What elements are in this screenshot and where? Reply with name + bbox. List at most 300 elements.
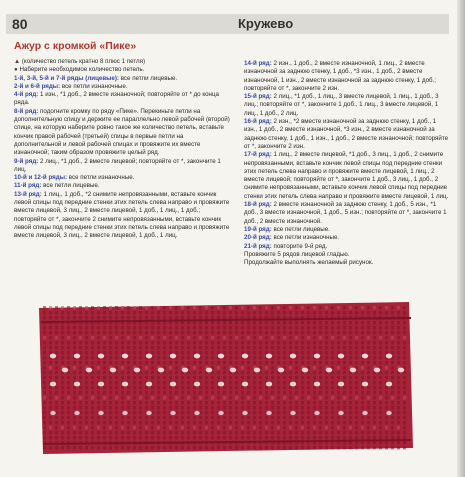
stitch-mark — [379, 321, 382, 324]
stitch-mark — [163, 311, 166, 314]
stitch-mark — [373, 421, 376, 424]
lace-eyelet — [338, 411, 344, 415]
stitch-mark — [121, 446, 124, 449]
stitch-mark — [85, 336, 88, 339]
lace-eyelet — [374, 368, 380, 373]
stitch-mark — [331, 401, 334, 404]
stitch-mark — [91, 431, 94, 434]
stitch-mark — [121, 406, 124, 409]
stitch-mark — [403, 441, 406, 444]
stitch-mark — [169, 366, 172, 369]
stitch-mark — [55, 341, 58, 344]
stitch-mark — [217, 326, 220, 329]
stitch-mark — [403, 446, 406, 449]
stitch-mark — [379, 311, 382, 314]
stitch-mark — [367, 441, 370, 444]
stitch-mark — [379, 431, 382, 434]
stitch-mark — [265, 426, 268, 429]
stitch-mark — [277, 416, 280, 419]
stitch-mark — [373, 356, 376, 359]
stitch-mark — [301, 406, 304, 409]
stitch-mark — [361, 321, 364, 324]
stitch-mark — [241, 386, 244, 389]
stitch-mark — [343, 401, 346, 404]
stitch-mark — [229, 381, 232, 384]
stitch-mark — [55, 396, 58, 399]
stitch-mark — [163, 326, 166, 329]
stitch-mark — [397, 401, 400, 404]
stitch-mark — [133, 386, 136, 389]
stitch-mark — [43, 436, 46, 439]
stitch-mark — [265, 421, 268, 424]
stitch-mark — [151, 376, 154, 379]
stitch-mark — [331, 321, 334, 324]
stitch-mark — [301, 386, 304, 389]
stitch-mark — [133, 361, 136, 364]
stitch-mark — [247, 351, 250, 354]
lace-eyelet — [146, 382, 152, 387]
stitch-mark — [91, 331, 94, 334]
stitch-mark — [379, 306, 382, 309]
stitch-mark — [139, 351, 142, 354]
stitch-mark — [205, 436, 208, 439]
stitch-mark — [331, 356, 334, 359]
stitch-mark — [277, 376, 280, 379]
stitch-mark — [211, 306, 214, 309]
row-label: 14-й ряд: — [244, 60, 272, 67]
stitch-mark — [229, 341, 232, 344]
stitch-mark — [235, 376, 238, 379]
stitch-mark — [133, 406, 136, 409]
stitch-mark — [265, 341, 268, 344]
stitch-mark — [325, 436, 328, 439]
stitch-mark — [199, 331, 202, 334]
stitch-mark — [241, 326, 244, 329]
stitch-mark — [103, 346, 106, 349]
stitch-mark — [229, 321, 232, 324]
stitch-mark — [289, 321, 292, 324]
stitch-mark — [379, 401, 382, 404]
lace-eyelet — [62, 368, 68, 373]
stitch-mark — [385, 326, 388, 329]
stitch-mark — [139, 346, 142, 349]
stitch-mark — [331, 416, 334, 419]
stitch-mark — [97, 306, 100, 309]
stitch-mark — [151, 421, 154, 424]
stitch-mark — [403, 401, 406, 404]
stitch-mark — [271, 391, 274, 394]
lace-eyelet — [50, 382, 56, 387]
stitch-mark — [319, 376, 322, 379]
stitch-mark — [157, 336, 160, 339]
stitch-mark — [349, 361, 352, 364]
stitch-mark — [367, 371, 370, 374]
lace-eyelet — [302, 368, 308, 373]
stitch-mark — [337, 366, 340, 369]
pattern-title: Ажур с кромкой «Пике» — [14, 40, 137, 52]
stitch-mark — [403, 416, 406, 419]
stitch-mark — [367, 386, 370, 389]
stitch-mark — [259, 386, 262, 389]
stitch-mark — [187, 351, 190, 354]
stitch-mark — [211, 381, 214, 384]
stitch-mark — [295, 346, 298, 349]
stitch-mark — [235, 331, 238, 334]
row-label: 17-й ряд: — [244, 151, 272, 159]
stitch-mark — [85, 411, 88, 414]
stitch-mark — [115, 431, 118, 434]
lace-eyelet — [290, 382, 296, 387]
stitch-mark — [103, 406, 106, 409]
stitch-mark — [301, 351, 304, 354]
stitch-mark — [397, 311, 400, 314]
stitch-mark — [121, 416, 124, 419]
stitch-mark — [169, 331, 172, 334]
stitch-mark — [349, 411, 352, 414]
stitch-mark — [325, 336, 328, 339]
stitch-mark — [361, 326, 364, 329]
stitch-mark — [259, 416, 262, 419]
stitch-mark — [319, 351, 322, 354]
stitch-mark — [133, 306, 136, 309]
stitch-mark — [229, 346, 232, 349]
stitch-mark — [235, 431, 238, 434]
stitch-mark — [193, 386, 196, 389]
lace-eyelet — [386, 354, 392, 359]
stitch-mark — [325, 391, 328, 394]
lace-eyelet — [86, 368, 92, 373]
lace-eyelet — [110, 368, 116, 373]
stitch-mark — [247, 431, 250, 434]
stitch-mark — [271, 341, 274, 344]
stitch-mark — [169, 446, 172, 449]
lace-eyelet — [146, 411, 152, 415]
stitch-mark — [169, 371, 172, 374]
stitch-mark — [103, 371, 106, 374]
stitch-mark — [373, 331, 376, 334]
stitch-mark — [121, 386, 124, 389]
stitch-mark — [115, 351, 118, 354]
stitch-mark — [61, 436, 64, 439]
stitch-mark — [157, 396, 160, 399]
stitch-mark — [283, 396, 286, 399]
stitch-mark — [127, 391, 130, 394]
stitch-mark — [223, 366, 226, 369]
stitch-mark — [289, 376, 292, 379]
stitch-mark — [211, 401, 214, 404]
stitch-mark — [169, 376, 172, 379]
lace-eyelet — [386, 411, 392, 415]
stitch-mark — [277, 351, 280, 354]
stitch-mark — [325, 311, 328, 314]
stitch-mark — [211, 421, 214, 424]
instruction-paragraph — [14, 182, 232, 190]
stitch-mark — [229, 411, 232, 414]
stitch-mark — [151, 401, 154, 404]
stitch-mark — [355, 436, 358, 439]
stitch-mark — [199, 406, 202, 409]
stitch-mark — [349, 346, 352, 349]
stitch-mark — [43, 326, 46, 329]
stitch-mark — [379, 361, 382, 364]
stitch-mark — [325, 426, 328, 429]
stitch-mark — [253, 376, 256, 379]
stitch-mark — [139, 426, 142, 429]
stitch-mark — [187, 356, 190, 359]
stitch-mark — [259, 341, 262, 344]
stitch-mark — [97, 446, 100, 449]
row-text: все петли изнаночные. — [60, 82, 128, 90]
stitch-mark — [307, 346, 310, 349]
stitch-mark — [85, 431, 88, 434]
stitch-mark — [379, 416, 382, 419]
stitch-mark — [235, 436, 238, 439]
stitch-mark — [325, 416, 328, 419]
stitch-mark — [271, 311, 274, 314]
stitch-mark — [157, 351, 160, 354]
stitch-mark — [313, 396, 316, 399]
stitch-mark — [181, 306, 184, 309]
stitch-mark — [367, 311, 370, 314]
stitch-mark — [313, 331, 316, 334]
stitch-mark — [193, 396, 196, 399]
stitch-mark — [193, 376, 196, 379]
stitch-mark — [73, 396, 76, 399]
stitch-mark — [391, 386, 394, 389]
stitch-mark — [91, 376, 94, 379]
stitch-mark — [343, 406, 346, 409]
stitch-mark — [115, 386, 118, 389]
stitch-mark — [199, 361, 202, 364]
stitch-mark — [229, 356, 232, 359]
stitch-mark — [349, 326, 352, 329]
stitch-mark — [403, 411, 406, 414]
stitch-mark — [355, 331, 358, 334]
stitch-mark — [331, 326, 334, 329]
stitch-mark — [355, 406, 358, 409]
stitch-mark — [43, 401, 46, 404]
stitch-mark — [355, 306, 358, 309]
stitch-mark — [283, 306, 286, 309]
stitch-mark — [67, 421, 70, 424]
stitch-mark — [253, 356, 256, 359]
stitch-mark — [361, 436, 364, 439]
stitch-mark — [193, 306, 196, 309]
row-text: все петли лицевые. — [41, 182, 100, 190]
stitch-mark — [343, 371, 346, 374]
stitch-mark — [385, 331, 388, 334]
stitch-mark — [265, 431, 268, 434]
stitch-mark — [367, 361, 370, 364]
stitch-mark — [109, 381, 112, 384]
stitch-mark — [325, 406, 328, 409]
stitch-mark — [289, 331, 292, 334]
stitch-mark — [313, 421, 316, 424]
stitch-mark — [97, 371, 100, 374]
stitch-mark — [91, 306, 94, 309]
row-text: 2 вместе изнаночной за заднюю стенку, 1 доб., 5 изн., *1 доб., 3 вместе изнаночной, 1 доб., 5 изн.; повторяйте от *, закончите 1 доб., 2 вместе изнаночной. — [244, 201, 447, 225]
stitch-mark — [163, 356, 166, 359]
stitch-mark — [169, 401, 172, 404]
stitch-mark — [307, 341, 310, 344]
stitch-mark — [91, 416, 94, 419]
stitch-mark — [313, 361, 316, 364]
stitch-mark — [217, 311, 220, 314]
stitch-mark — [211, 331, 214, 334]
stitch-mark — [283, 431, 286, 434]
stitch-mark — [379, 331, 382, 334]
stitch-mark — [373, 321, 376, 324]
stitch-mark — [79, 341, 82, 344]
stitch-mark — [397, 361, 400, 364]
stitch-mark — [181, 396, 184, 399]
stitch-mark — [229, 351, 232, 354]
stitch-mark — [55, 306, 58, 309]
stitch-mark — [211, 396, 214, 399]
stitch-mark — [385, 306, 388, 309]
stitch-mark — [361, 306, 364, 309]
stitch-mark — [265, 396, 268, 399]
stitch-mark — [109, 311, 112, 314]
stitch-mark — [91, 406, 94, 409]
stitch-mark — [295, 341, 298, 344]
stitch-mark — [223, 361, 226, 364]
stitch-mark — [217, 331, 220, 334]
stitch-mark — [343, 421, 346, 424]
stitch-mark — [325, 376, 328, 379]
stitch-mark — [61, 411, 64, 414]
stitch-mark — [175, 361, 178, 364]
stitch-mark — [211, 446, 214, 449]
stitch-mark — [163, 361, 166, 364]
stitch-mark — [67, 431, 70, 434]
stitch-mark — [241, 396, 244, 399]
stitch-mark — [205, 416, 208, 419]
stitch-mark — [325, 401, 328, 404]
stitch-mark — [133, 421, 136, 424]
stitch-mark — [241, 321, 244, 324]
stitch-mark — [61, 356, 64, 359]
stitch-mark — [397, 396, 400, 399]
stitch-mark — [109, 351, 112, 354]
stitch-mark — [211, 411, 214, 414]
stitch-mark — [55, 421, 58, 424]
section-title: Кружево — [238, 16, 294, 31]
stitch-mark — [199, 351, 202, 354]
stitch-mark — [391, 321, 394, 324]
stitch-mark — [325, 346, 328, 349]
stitch-mark — [283, 411, 286, 414]
stitch-mark — [61, 391, 64, 394]
stitch-mark — [181, 351, 184, 354]
stitch-mark — [247, 331, 250, 334]
stitch-mark — [43, 331, 46, 334]
stitch-mark — [199, 446, 202, 449]
stitch-mark — [103, 366, 106, 369]
stitch-mark — [217, 426, 220, 429]
stitch-mark — [157, 431, 160, 434]
stitch-mark — [97, 396, 100, 399]
stitch-mark — [175, 336, 178, 339]
stitch-mark — [379, 436, 382, 439]
stitch-mark — [67, 351, 70, 354]
stitch-mark — [127, 406, 130, 409]
stitch-mark — [289, 431, 292, 434]
stitch-mark — [169, 326, 172, 329]
stitch-mark — [103, 336, 106, 339]
stitch-mark — [175, 426, 178, 429]
stitch-mark — [61, 346, 64, 349]
stitch-mark — [331, 311, 334, 314]
stitch-mark — [367, 306, 370, 309]
stitch-mark — [349, 356, 352, 359]
stitch-mark — [403, 421, 406, 424]
instruction-paragraph — [244, 118, 450, 151]
stitch-mark — [373, 326, 376, 329]
stitch-mark — [67, 336, 70, 339]
stitch-mark — [85, 396, 88, 399]
stitch-mark — [43, 341, 46, 344]
stitch-mark — [187, 361, 190, 364]
stitch-mark — [301, 401, 304, 404]
stitch-mark — [223, 331, 226, 334]
stitch-mark — [85, 446, 88, 449]
row-text: (количество петель кратно 8 плюс 1 петля) — [21, 58, 146, 65]
stitch-mark — [163, 346, 166, 349]
stitch-mark — [175, 401, 178, 404]
stitch-mark — [103, 316, 106, 319]
stitch-mark — [253, 416, 256, 419]
stitch-mark — [127, 431, 130, 434]
stitch-mark — [55, 361, 58, 364]
stitch-mark — [301, 331, 304, 334]
stitch-mark — [97, 331, 100, 334]
stitch-mark — [391, 341, 394, 344]
stitch-mark — [265, 361, 268, 364]
stitch-mark — [235, 361, 238, 364]
stitch-mark — [151, 316, 154, 319]
bullet-icon: ▲ — [14, 58, 22, 65]
stitch-mark — [193, 416, 196, 419]
row-text: 2 лиц., *1 доб., 2 вместе лицевой; повторяйте от *, закончите 1 лиц. — [14, 157, 221, 173]
stitch-mark — [139, 446, 142, 449]
stitch-mark — [79, 421, 82, 424]
stitch-mark — [181, 321, 184, 324]
stitch-mark — [385, 391, 388, 394]
stitch-mark — [85, 386, 88, 389]
stitch-mark — [277, 311, 280, 314]
stitch-mark — [49, 306, 52, 309]
stitch-mark — [211, 321, 214, 324]
stitch-mark — [115, 401, 118, 404]
stitch-mark — [175, 366, 178, 369]
stitch-mark — [253, 411, 256, 414]
stitch-mark — [67, 446, 70, 449]
lace-eyelet — [122, 411, 128, 415]
stitch-mark — [349, 306, 352, 309]
stitch-mark — [145, 386, 148, 389]
stitch-mark — [115, 336, 118, 339]
stitch-mark — [121, 421, 124, 424]
stitch-mark — [121, 366, 124, 369]
stitch-mark — [241, 311, 244, 314]
stitch-mark — [235, 306, 238, 309]
stitch-mark — [133, 356, 136, 359]
stitch-mark — [241, 436, 244, 439]
stitch-mark — [67, 381, 70, 384]
stitch-mark — [349, 416, 352, 419]
stitch-mark — [91, 361, 94, 364]
